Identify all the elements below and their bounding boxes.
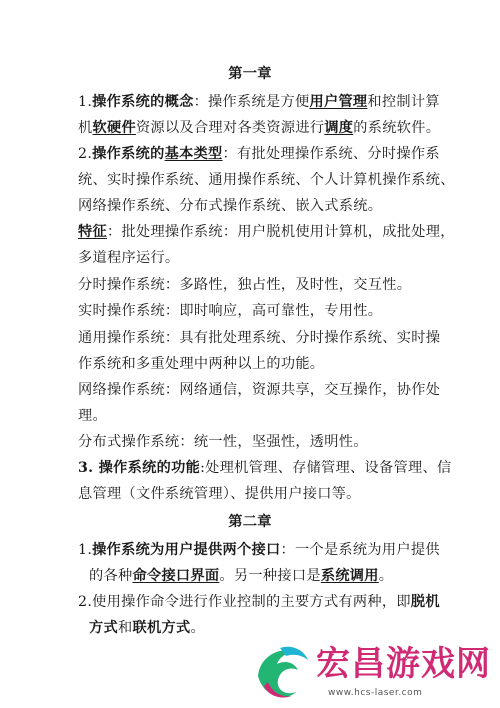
term-features: 特征 xyxy=(78,224,107,240)
features-text-a: ：批处理操作系统：用户脱机使用计算机，成批处理， xyxy=(106,224,455,240)
ch2-item1-text-a: ：一个是系统为用户提供 xyxy=(280,542,440,558)
features-line2: 多道程序运行。 xyxy=(78,250,180,266)
term-basic-types: 基本类型 xyxy=(164,146,223,162)
term-online: 联机方式 xyxy=(132,620,191,636)
term-offline-a: 脱机 xyxy=(410,594,440,610)
chapter-2-title: 第二章 xyxy=(228,514,272,530)
term-user-management: 用户管理 xyxy=(309,94,368,110)
term-scheduling: 调度 xyxy=(324,120,354,136)
ch2-item1-number: 1. xyxy=(78,542,93,558)
ch1-item1-line2 xyxy=(78,118,493,138)
ch1-item1-text-c: 机 xyxy=(78,120,93,136)
ch1-item2-line1 xyxy=(78,144,493,164)
ch1-item3-line1 xyxy=(78,458,493,478)
ch2-item2-line2 xyxy=(89,618,500,638)
ch1-item1-line1 xyxy=(78,92,493,112)
term-system-call: 系统调用 xyxy=(320,568,379,584)
dragon-logo-icon xyxy=(250,642,312,704)
ch1-item2-line2: 统、实时操作系统、通用操作系统、个人计算机操作系统、 xyxy=(78,172,455,188)
realtime-os-line: 实时操作系统：即时响应，高可靠性，专用性。 xyxy=(78,303,383,319)
ch1-item1-text-e: 的系统软件。 xyxy=(353,120,441,136)
ch1-item2-text-a: ：有批处理操作系统、分时操作系 xyxy=(222,146,440,162)
general-os-line2: 作系统和多重处理中两种以上的功能。 xyxy=(78,356,325,372)
ch1-item2-line3: 网络操作系统、分布式操作系统、嵌入式系统。 xyxy=(78,198,383,214)
ch2-item2-line1 xyxy=(78,592,493,612)
ch1-item3-text-a: :处理机管理、存储管理、设备管理、信 xyxy=(200,460,452,476)
distributed-os-line: 分布式操作系统：统一性，坚强性，透明性。 xyxy=(78,434,368,450)
ch2-item2-text-b: 和 xyxy=(117,620,133,636)
ch1-item1-text-b: 和控制计算 xyxy=(367,94,440,110)
ch1-item1-heading: 操作系统的概念 xyxy=(92,94,194,110)
watermark xyxy=(250,640,495,706)
ch2-item1-line2 xyxy=(89,566,500,586)
watermark-title: 宏昌游戏网 xyxy=(316,644,491,684)
ch2-item2-number: 2. xyxy=(78,594,93,610)
features-line1 xyxy=(78,222,493,242)
ch1-item3-line2: 息管理（文件系统管理）、提供用户接口等。 xyxy=(78,486,361,502)
term-hardware-software: 软硬件 xyxy=(92,120,136,136)
network-os-line2: 理。 xyxy=(78,408,107,424)
timesharing-os-line: 分时操作系统：多路性，独占性，及时性，交互性。 xyxy=(78,277,412,293)
ch1-item1-text-a: ：操作系统是方便 xyxy=(193,94,310,110)
chapter-1-title: 第一章 xyxy=(228,66,272,82)
network-os-line1: 网络操作系统：网络通信，资源共享，交互操作，协作处 xyxy=(78,382,441,398)
ch2-item2-text-c: 。 xyxy=(190,620,205,636)
term-offline-b: 方式 xyxy=(89,620,118,636)
general-os-line1: 通用操作系统：具有批处理系统、分时操作系统、实时操 xyxy=(78,330,441,346)
ch2-item1-text-c: 。另一种接口是 xyxy=(219,568,321,584)
ch1-item2-number: 2. xyxy=(78,146,93,162)
ch2-item2-text-a: 使用操作命令进行作业控制的主要方式有两种，即 xyxy=(92,594,411,610)
ch2-item1-line1 xyxy=(78,540,493,560)
ch1-item1-number: 1. xyxy=(78,94,93,110)
ch2-item1-text-b: 的各种 xyxy=(89,568,133,584)
ch1-item1-text-d: 资源以及合理对各类资源进行 xyxy=(135,120,325,136)
ch2-item1-text-d: 。 xyxy=(378,568,394,584)
ch1-item2-heading: 操作系统的 xyxy=(92,146,165,162)
ch1-item3-heading: 3. 操作系统的功能 xyxy=(78,460,201,476)
term-command-interface: 命令接口界面 xyxy=(132,568,220,584)
ch2-item1-heading: 操作系统为用户提供两个接口 xyxy=(92,542,281,558)
watermark-url: www.hcs-laser.com xyxy=(328,688,423,698)
